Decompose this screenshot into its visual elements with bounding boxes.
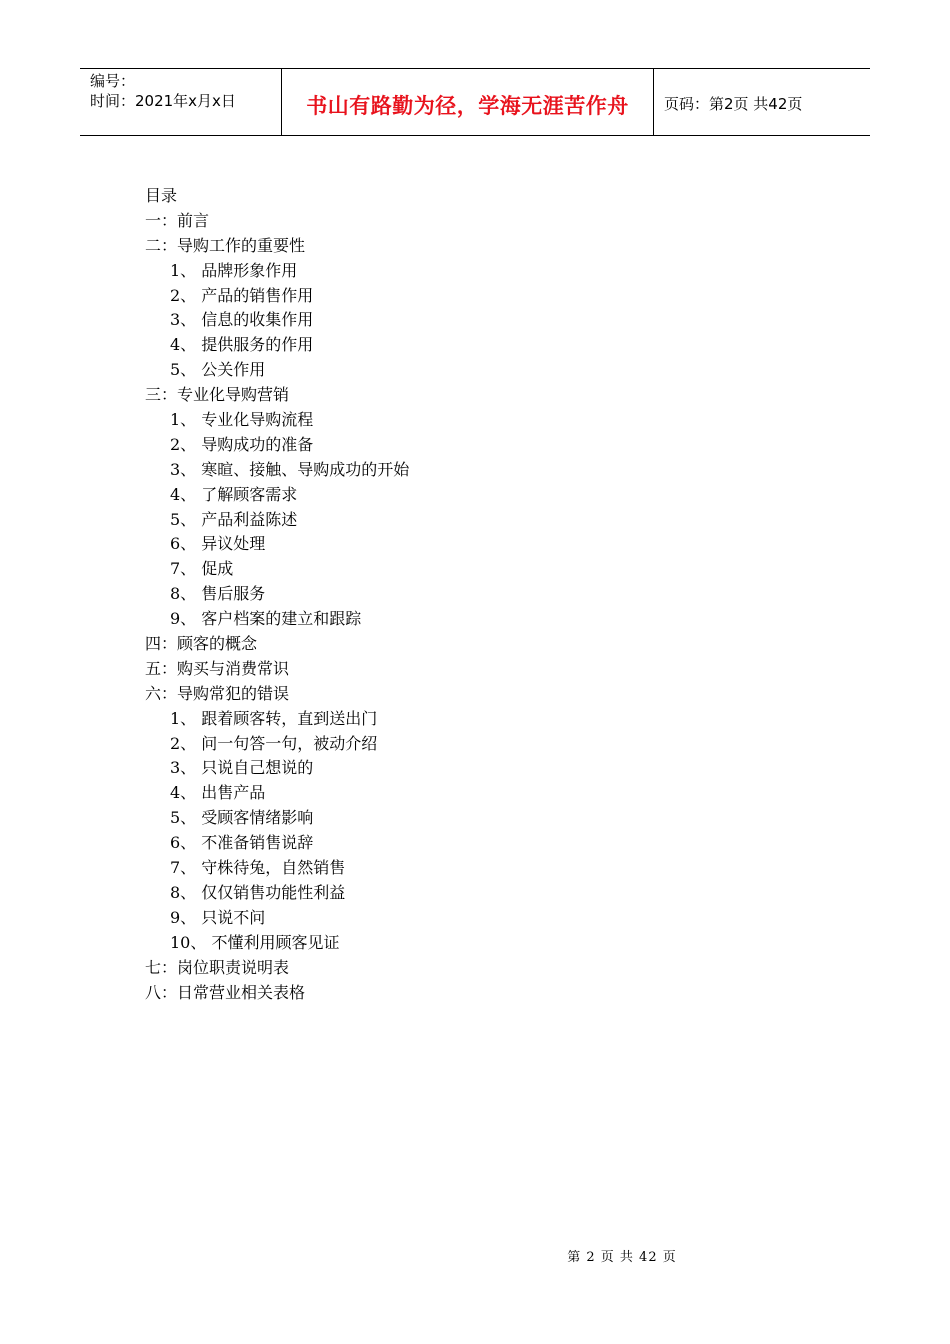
page-label: 页码：第2页 共42页 xyxy=(664,94,803,113)
toc-subsection-item: 1、 专业化导购流程 xyxy=(170,410,314,430)
toc-subsection-item: 5、 公关作用 xyxy=(170,360,266,380)
toc-subsection-item: 3、 只说自己想说的 xyxy=(170,758,314,778)
toc-subsection-item: 8、 售后服务 xyxy=(170,584,266,604)
toc-subsection-item: 6、 不准备销售说辞 xyxy=(170,833,314,853)
toc-section-item: 七：岗位职责说明表 xyxy=(145,957,290,977)
table-of-contents xyxy=(145,184,409,1005)
header-page-cell xyxy=(654,69,870,135)
toc-subsection-item: 7、 守株待兔，自然销售 xyxy=(170,858,346,878)
page-footer: 第 2 页 共 42 页 xyxy=(567,1250,677,1265)
number-label: 编号： xyxy=(90,72,136,90)
toc-subsection-item: 10、 不懂利用顾客见证 xyxy=(170,932,340,952)
toc-subsection-item: 8、 仅仅销售功能性利益 xyxy=(170,882,346,902)
toc-section-item: 四：顾客的概念 xyxy=(145,634,258,654)
toc-subsection-item: 1、 跟着顾客转，直到送出门 xyxy=(170,708,378,728)
header-motto-cell xyxy=(282,69,654,135)
toc-subsection-item: 2、 导购成功的准备 xyxy=(170,434,314,454)
toc-subsection-item: 4、 提供服务的作用 xyxy=(170,335,314,355)
toc-subsection-item: 4、 了解顾客需求 xyxy=(170,484,298,504)
toc-title: 目录 xyxy=(145,186,178,205)
toc-subsection-item: 9、 只说不问 xyxy=(170,907,266,927)
toc-subsection-item: 5、 受顾客情绪影响 xyxy=(170,808,314,828)
toc-subsection-item: 1、 品牌形象作用 xyxy=(170,260,298,280)
toc-subsection-item: 3、 寒暄、接触、导购成功的开始 xyxy=(170,459,410,479)
toc-section-item: 三：专业化导购营销 xyxy=(145,385,290,405)
toc-subsection-item: 5、 产品利益陈述 xyxy=(170,509,298,529)
document-header xyxy=(80,68,870,136)
toc-subsection-item: 2、 问一句答一句，被动介绍 xyxy=(170,733,378,753)
toc-section-item: 六：导购常犯的错误 xyxy=(145,683,290,703)
toc-section-item: 五：购买与消费常识 xyxy=(145,658,290,678)
toc-subsection-item: 2、 产品的销售作用 xyxy=(170,285,314,305)
toc-subsection-item: 3、 信息的收集作用 xyxy=(170,310,314,330)
date-label: 时间：2021年x月x日 xyxy=(90,92,236,110)
toc-subsection-item: 7、 促成 xyxy=(170,559,234,579)
header-info-cell xyxy=(80,69,282,135)
motto-text: 书山有路勤为径，学海无涯苦作舟 xyxy=(306,94,629,118)
toc-section-item: 二：导购工作的重要性 xyxy=(145,235,306,255)
toc-subsection-item: 9、 客户档案的建立和跟踪 xyxy=(170,609,362,629)
toc-section-item: 一：前言 xyxy=(145,210,210,230)
toc-section-item: 八：日常营业相关表格 xyxy=(145,982,306,1002)
toc-subsection-item: 4、 出售产品 xyxy=(170,783,266,803)
toc-subsection-item: 6、 异议处理 xyxy=(170,534,266,554)
